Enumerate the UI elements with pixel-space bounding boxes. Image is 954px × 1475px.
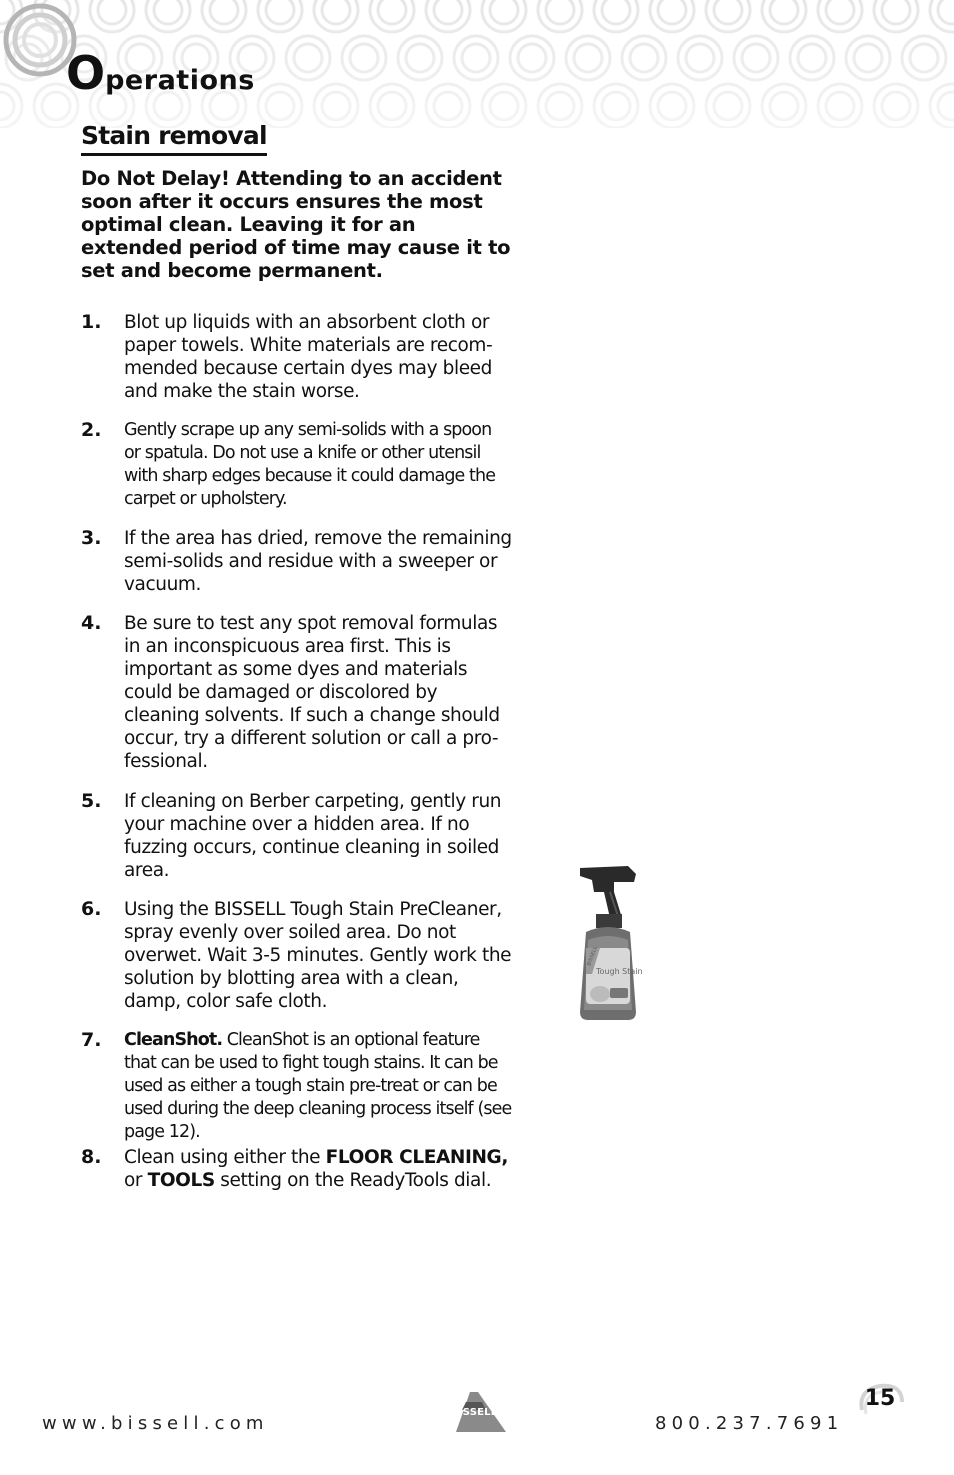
floor-cleaning-label: FLOOR CLEANING, xyxy=(325,1147,508,1168)
page-number-badge xyxy=(856,1380,906,1420)
step-part: or xyxy=(124,1170,148,1191)
step-number: 5. xyxy=(81,790,102,812)
step-number: 2. xyxy=(81,419,102,441)
step-text: Using the BISSELL Tough Stain PreCleaner, spray evenly over soiled area. Do not overwet. Wait 3-5 minutes. Gently work the solution by blotting area with a clean, damp, color safe cloth. xyxy=(124,899,512,1012)
step-text xyxy=(124,1029,512,1144)
step-text: If the area has dried, remove the remaining semi-solids and residue with a sweeper or vacuum. xyxy=(124,528,512,595)
page-title-initial: O xyxy=(66,46,106,100)
step-body: CleanShot is an optional feature that can be used to fight tough stains. It can be used as either a tough stain pre-treat or can be used during the deep cleaning process itself (see page 12). xyxy=(124,1030,512,1142)
step-part: Clean using either the xyxy=(124,1147,326,1168)
step-number: 3. xyxy=(81,527,102,549)
bottle-brand-text: BISSELL xyxy=(586,945,599,967)
spray-bottle-image xyxy=(570,862,646,1024)
step-text: Blot up liquids with an absorbent cloth or paper towels. White materials are recom-mended because certain dyes may bleed and make the stain worse. xyxy=(124,312,493,402)
step-number: 1. xyxy=(81,311,102,333)
step-part: setting on the ReadyTools dial. xyxy=(214,1170,492,1191)
page-title xyxy=(66,46,255,100)
step-text xyxy=(124,1146,512,1192)
step-number: 4. xyxy=(81,612,102,634)
footer-phone: 800.237.7691 xyxy=(655,1413,844,1434)
page-title-rest: perations xyxy=(105,65,255,96)
footer-url: www.bissell.com xyxy=(42,1413,269,1434)
section-title: Stain removal xyxy=(81,122,267,156)
step-text: If cleaning on Berber carpeting, gently run your machine over a hidden area. If no fuzzing occurs, continue cleaning in soiled area. xyxy=(124,791,502,881)
step-text: Gently scrape up any semi-solids with a spoon or spatula. Do not use a knife or other utensil with sharp edges because it could damage the carpet or upholstery. xyxy=(124,420,496,509)
bottle-product-text: Tough Stain xyxy=(596,967,643,976)
footer-brand: BISSELL xyxy=(451,1407,498,1418)
step-number: 7. xyxy=(81,1029,102,1051)
warning-text: Do Not Delay! Attending to an accident soon after it occurs ensures the most optimal clean. Leaving it for an extended period of time may cause it to set and become permanent. xyxy=(81,167,511,282)
step-number: 8. xyxy=(81,1146,102,1168)
tools-label: TOOLS xyxy=(147,1170,215,1191)
page-number: 15 xyxy=(864,1386,896,1411)
step-text: Be sure to test any spot removal formulas in an inconspicuous area first. This is important as some dyes and materials could be damaged or discolored by cleaning solvents. If such a change should occur, try a different solution or call a pro-fessional. xyxy=(124,613,500,772)
step-number: 6. xyxy=(81,898,102,920)
step-bold-lead: CleanShot. xyxy=(124,1030,223,1050)
